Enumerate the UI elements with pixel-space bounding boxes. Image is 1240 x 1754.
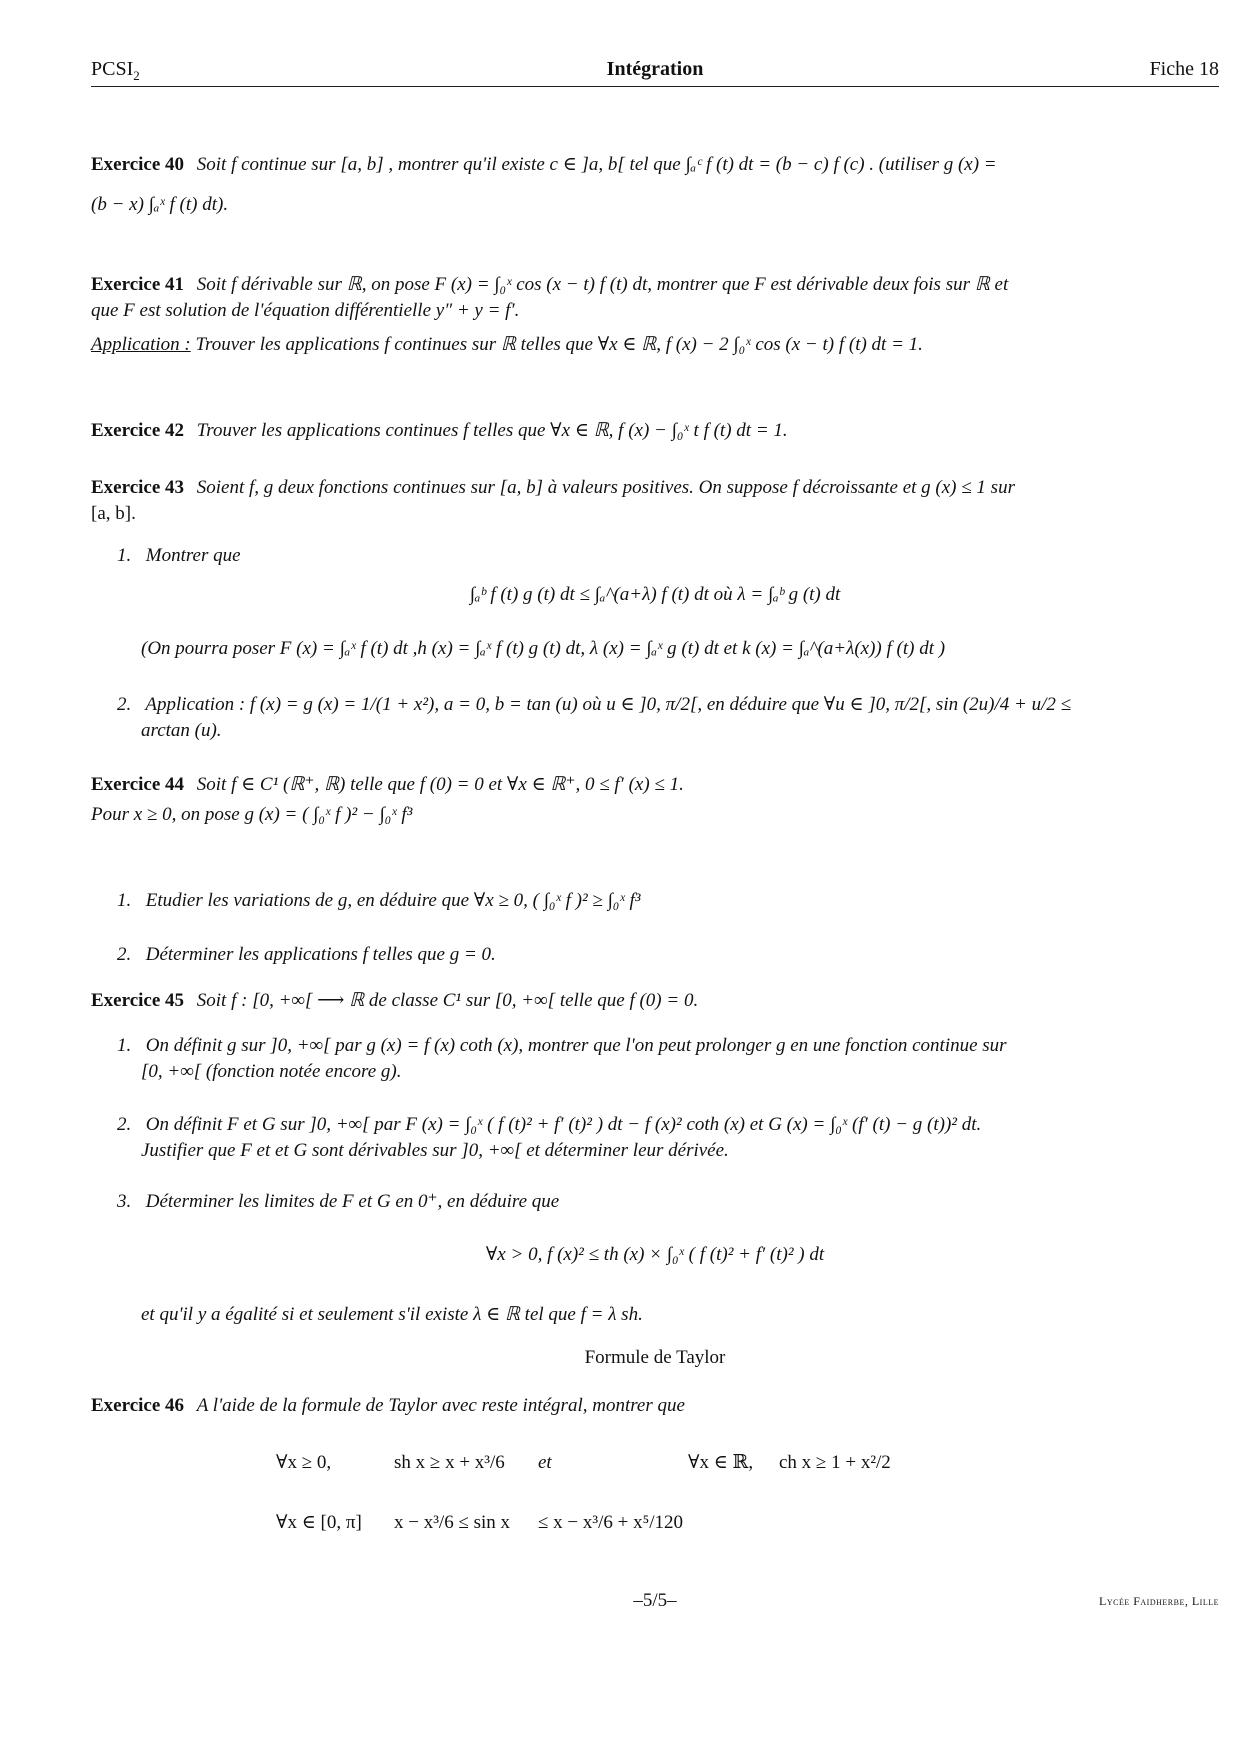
application-line (91, 332, 923, 358)
exercise-43-hint: (On pourra poser F (x) = ∫ₐˣ f (t) dt ,h (x) = ∫ₐˣ f (t) g (t) dt, λ (x) = ∫ₐˣ g (t) dt et k (x) = ∫ₐ^(a+λ(x)) f (t) dt ) (141, 638, 946, 659)
exercise-45-item-3: 3. Déterminer les limites de F et G en 0⁺, en déduire que (117, 1191, 560, 1212)
exercise-label: Exercice 41 (91, 274, 185, 295)
exercise-text: Soit f : [0, +∞[ ⟶ ℝ de classe C¹ sur [0, +∞[ telle que f (0) = 0. (196, 990, 699, 1011)
exercise-text-continued: que F est solution de l'équation différentielle y″ + y = f′. (91, 300, 520, 321)
exercise-label: Exercice 40 (91, 154, 185, 175)
exercise-43 (91, 475, 1219, 527)
exercise-44 (91, 772, 1219, 828)
application-label: Application : (91, 334, 191, 355)
exercise-text: Soit f continue sur [a, b] , montrer qu'il existe c ∈ ]a, b[ tel que ∫ₐᶜ f (t) dt = (b − c) f (c) . (utiliser g (x) = (196, 154, 997, 175)
document-page (91, 0, 1219, 1754)
exercise-label: Exercice 46 (91, 1395, 185, 1416)
exercise-45-item-3-conclusion: et qu'il y a égalité si et seulement s'il existe λ ∈ ℝ tel que f = λ sh. (141, 1304, 643, 1325)
school-name: Lycée Faidherbe, Lille (1099, 1594, 1219, 1608)
page-header (91, 58, 1219, 87)
exercise-text: Trouver les applications continues f telles que ∀x ∈ ℝ, f (x) − ∫₀ˣ t f (t) dt = 1. (196, 420, 788, 441)
exercise-label: Exercice 43 (91, 477, 185, 498)
exercise-label: Exercice 45 (91, 990, 185, 1011)
exercise-43-item-1: 1. Montrer que (117, 545, 241, 566)
exercise-42 (91, 418, 1219, 444)
exercise-43-formula: ∫ₐᵇ f (t) g (t) dt ≤ ∫ₐ^(a+λ) f (t) dt où λ = ∫ₐᵇ g (t) dt (469, 584, 841, 605)
exercise-text: A l'aide de la formule de Taylor avec reste intégral, montrer que (196, 1395, 685, 1416)
application-text: Trouver les applications f continues sur ℝ telles que ∀x ∈ ℝ, f (x) − 2 ∫₀ˣ cos (x − t) f (t) dt = 1. (195, 334, 923, 355)
exercise-43-item-2: 2. Application : f (x) = g (x) = 1/(1 + x²), a = 0, b = tan (u) où u ∈ ]0, π/2[, en déduire que ∀u ∈ ]0, π/2[, sin (2u)/4 + u/2 ≤ arctan (u). (117, 694, 1072, 741)
taylor-row-1: ∀x ≥ 0, sh x ≥ x + x³/6 et ∀x ∈ ℝ, ch x ≥ 1 + x²/2 (276, 1452, 891, 1473)
taylor-inequalities (276, 1448, 1036, 1548)
page-number: –5/5– (633, 1590, 677, 1611)
exercise-text: Soit f dérivable sur ℝ, on pose F (x) = ∫₀ˣ cos (x − t) f (t) dt, montrer que F est dérivable deux fois sur ℝ et (196, 274, 1009, 295)
exercise-text-continued: (b − x) ∫ₐˣ f (t) dt). (91, 194, 229, 215)
exercise-45-item-1: 1. On définit g sur ]0, +∞[ par g (x) = f (x) coth (x), montrer que l'on peut prolonger g en une fonction continue sur [0, +∞[ (fonction notée encore g). (117, 1035, 1007, 1082)
header-title: Intégration (606, 58, 704, 80)
exercise-text-continued: Pour x ≥ 0, on pose g (x) = ( ∫₀ˣ f )² − ∫₀ˣ f³ (91, 804, 413, 825)
exercise-text: Soient f, g deux fonctions continues sur [a, b] à valeurs positives. On suppose f décroissante et g (x) ≤ 1 sur (196, 477, 1015, 498)
exercise-text: Soit f ∈ C¹ (ℝ⁺, ℝ) telle que f (0) = 0 et ∀x ∈ ℝ⁺, 0 ≤ f′ (x) ≤ 1. (196, 774, 684, 795)
exercise-45 (91, 988, 1219, 1014)
exercise-44-item-1: 1. Etudier les variations de g, en déduire que ∀x ≥ 0, ( ∫₀ˣ f )² ≥ ∫₀ˣ f³ (117, 890, 641, 911)
exercise-text-continued: [a, b]. (91, 503, 136, 524)
section-title: Formule de Taylor (584, 1347, 726, 1368)
exercise-label: Exercice 42 (91, 420, 185, 441)
exercise-44-item-2: 2. Déterminer les applications f telles que g = 0. (117, 944, 496, 965)
exercise-45-item-2: 2. On définit F et G sur ]0, +∞[ par F (x) = ∫₀ˣ ( f (t)² + f′ (t)² ) dt − f (x)² coth (x) et G (x) = ∫₀ˣ (f′ (t) − g (t))² dt. Justifier que F et et G sont dérivables sur ]0, +∞[ et déterminer leur dérivée. (117, 1114, 982, 1161)
exercise-40 (91, 152, 1219, 218)
exercise-label: Exercice 44 (91, 774, 185, 795)
exercise-41 (91, 272, 1219, 358)
taylor-row-2: ∀x ∈ [0, π] x − x³/6 ≤ sin x ≤ x − x³/6 + x⁵/120 (276, 1512, 683, 1533)
header-sheet-number: Fiche 18 (1149, 58, 1219, 80)
exercise-46 (91, 1393, 1219, 1419)
header-class: $PCSI_2$ (91, 58, 140, 83)
exercise-45-formula: ∀x > 0, f (x)² ≤ th (x) × ∫₀ˣ ( f (t)² + f′ (t)² ) dt (485, 1244, 825, 1265)
